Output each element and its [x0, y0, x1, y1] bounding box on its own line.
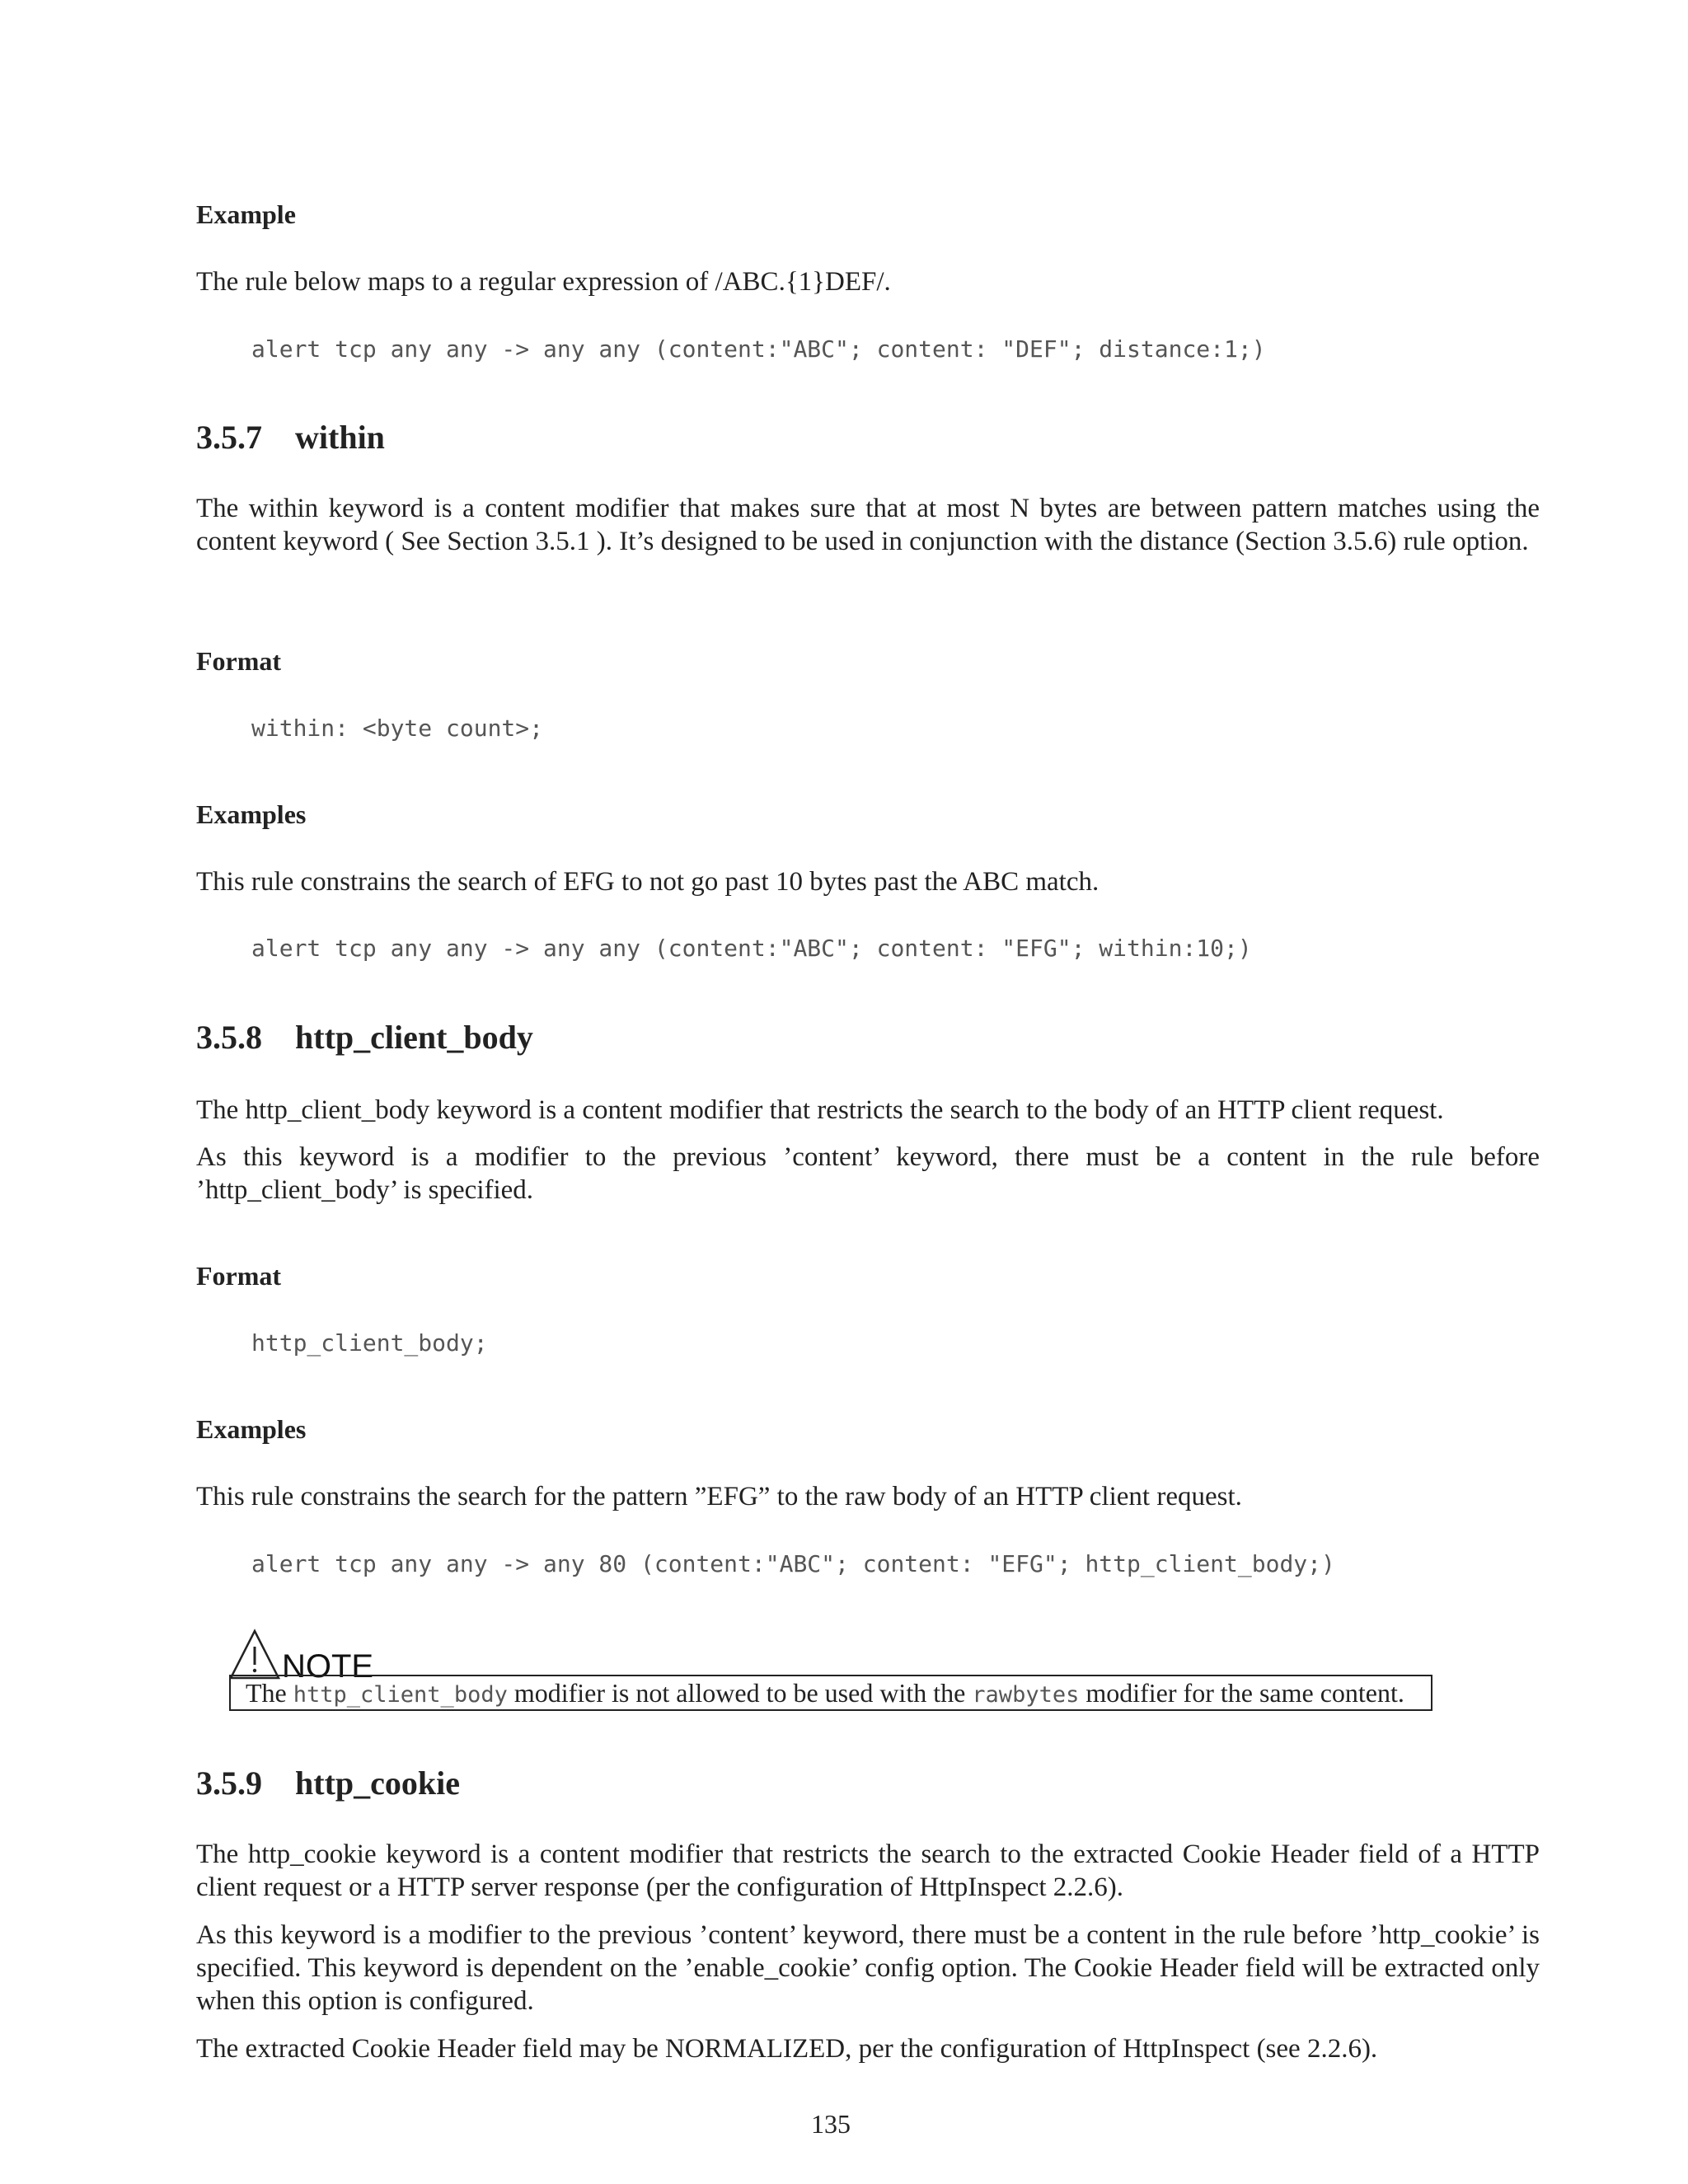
- within-format-code: within: <byte count>;: [251, 715, 544, 742]
- http-client-body-examples-text: This rule constrains the search for the pattern ”EFG” to the raw body of an HTTP client request.: [196, 1482, 1242, 1511]
- within-description: The within keyword is a content modifier that makes sure that at most N bytes are between pattern matches using the content keyword ( See Section 3.5.1 ). It’s designed to be used in conjunction with the distance (Section 3.5.6) rule option.: [196, 494, 1540, 556]
- http-cookie-description-3: The extracted Cookie Header field may be NORMALIZED, per the configuration of HttpInspect (see 2.2.6).: [196, 2034, 1378, 2064]
- note-text-part: The: [246, 1678, 293, 1708]
- http-client-body-description-2: As this keyword is a modifier to the previous ’content’ keyword, there must be a content in the rule before ’http_client_body’ is specified.: [196, 1142, 1540, 1205]
- note-text: [229, 1675, 1432, 1711]
- page-number: 135: [811, 2109, 851, 2139]
- http-client-body-format-code: http_client_body;: [251, 1329, 488, 1357]
- section-number: 3.5.8: [196, 1019, 262, 1056]
- note-callout: [229, 1629, 1465, 1723]
- note-code-rawbytes: rawbytes: [972, 1682, 1080, 1708]
- section-title: http_cookie: [295, 1765, 460, 1802]
- note-label: NOTE: [282, 1648, 374, 1685]
- http-client-body-description: The http_client_body keyword is a content modifier that restricts the search to the body of an HTTP client request.: [196, 1095, 1444, 1125]
- http-client-body-examples-code: alert tcp any any -> any 80 (content:"ABC"; content: "EFG"; http_client_body;): [251, 1550, 1335, 1577]
- example-heading: Example: [196, 199, 296, 229]
- document-page: [196, 0, 1548, 2184]
- http-cookie-description-2: As this keyword is a modifier to the previous ’content’ keyword, there must be a content in the rule before ’http_cookie’ is specified. This keyword is dependent on the ’enable_cookie’ config option. The Cookie Header field will be extracted only when this option is configured.: [196, 1920, 1540, 2016]
- within-examples-heading: Examples: [196, 799, 307, 829]
- section-title: http_client_body: [295, 1019, 533, 1056]
- within-format-heading: Format: [196, 646, 282, 676]
- example-code: alert tcp any any -> any any (content:"ABC"; content: "DEF"; distance:1;): [251, 335, 1266, 363]
- http-client-body-format-heading: Format: [196, 1261, 282, 1291]
- section-number: 3.5.9: [196, 1765, 262, 1802]
- section-heading-http-client-body: [196, 1019, 1540, 1057]
- warning-triangle-icon: [229, 1629, 287, 1681]
- within-examples-text: This rule constrains the search of EFG to not go past 10 bytes past the ABC match.: [196, 867, 1100, 897]
- note-text-part: modifier for the same content.: [1079, 1678, 1404, 1708]
- section-number: 3.5.7: [196, 419, 262, 456]
- note-code-http-client-body: http_client_body: [293, 1682, 508, 1708]
- http-cookie-description: The http_cookie keyword is a content modifier that restricts the search to the extracted Cookie Header field of a HTTP client request or a HTTP server response (per the configuration of HttpInspect 2.2.6).: [196, 1840, 1540, 1902]
- section-heading-http-cookie: [196, 1765, 1540, 1802]
- section-heading-within: [196, 419, 1540, 457]
- example-text: The rule below maps to a regular expression of /ABC.{1}DEF/.: [196, 267, 891, 297]
- section-title: within: [295, 419, 385, 456]
- http-client-body-examples-heading: Examples: [196, 1414, 307, 1444]
- note-text-part: modifier is not allowed to be used with the: [507, 1678, 973, 1708]
- within-examples-code: alert tcp any any -> any any (content:"ABC"; content: "EFG"; within:10;): [251, 935, 1252, 962]
